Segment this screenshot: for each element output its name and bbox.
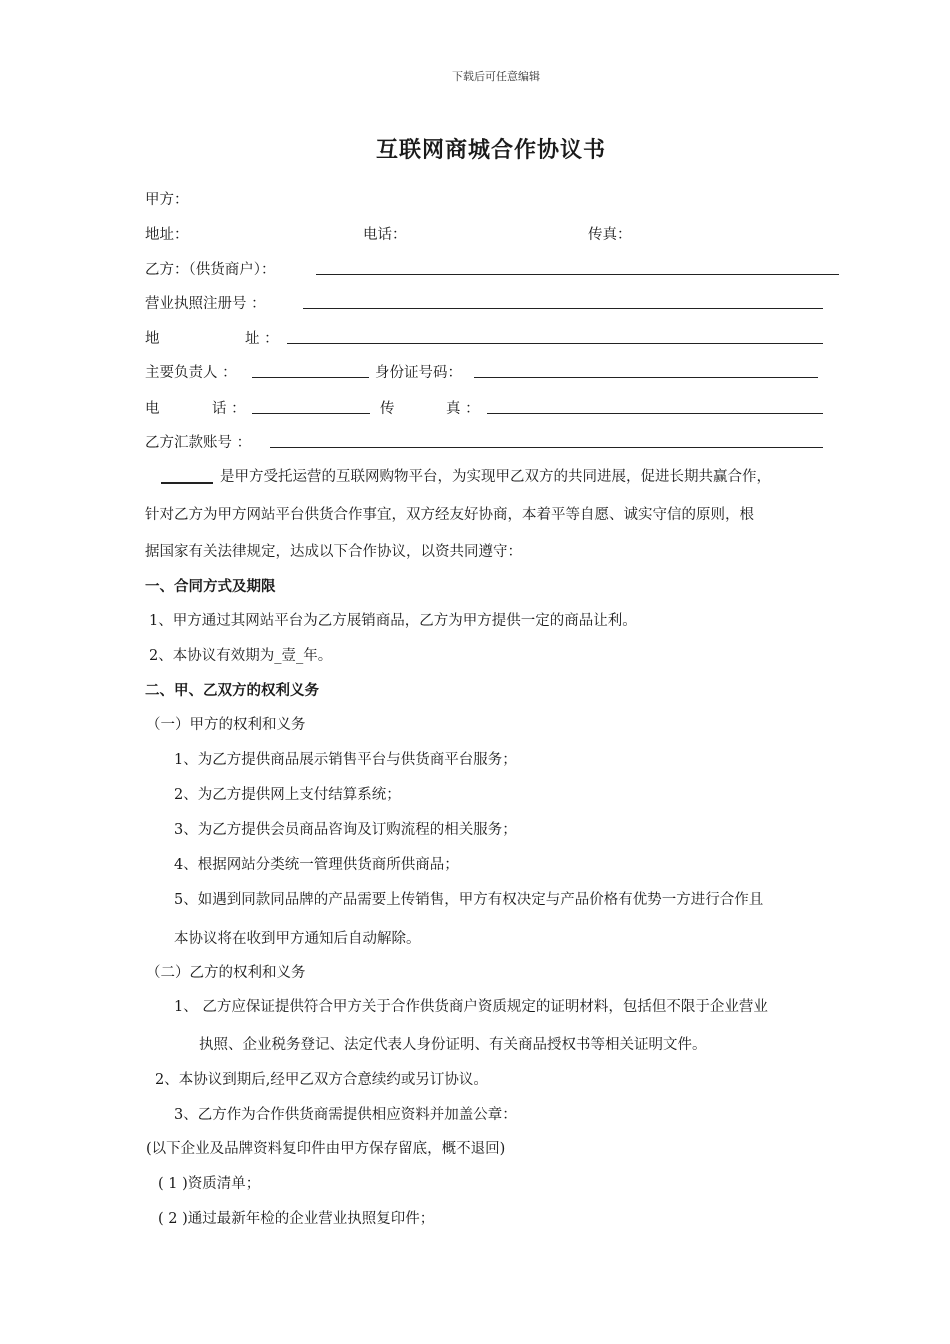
party-b-address-line (287, 343, 823, 344)
section-1-item-2: 2、本协议有效期为_壹_年。 (149, 648, 333, 664)
party-b-fax-line (487, 413, 823, 414)
section-2-heading: 二、甲、乙双方的权利义务 (145, 683, 319, 699)
party-b-phone-line (252, 413, 370, 414)
materials-list-item-2: ( 2 )通过最新年检的企业营业执照复印件； (158, 1211, 435, 1227)
intro-line-3: 据国家有关法律规定，达成以下合作协议，以资共同遵守： (145, 544, 522, 560)
party-b-name-line (316, 274, 839, 275)
sub-1-item-2: 2、为乙方提供网上支付结算系统； (174, 787, 401, 803)
sub-1-item-3: 3、为乙方提供会员商品咨询及订购流程的相关服务； (174, 822, 517, 838)
sub-1-item-5-line-2: 本协议将在收到甲方通知后自动解除。 (174, 931, 421, 947)
platform-name-blank (161, 482, 213, 484)
section-1-item-1: 1、甲方通过其网站平台为乙方展销商品，乙方为甲方提供一定的商品让利。 (149, 613, 637, 629)
page-header-note: 下载后可任意编辑 (452, 70, 540, 83)
intro-line-1: 是甲方受托运营的互联网购物平台，为实现甲乙双方的共同进展，促进长期共赢合作， (220, 469, 771, 485)
sub-1-item-4: 4、根据网站分类统一管理供货商所供商品； (174, 857, 459, 873)
party-b-label: 乙方：（供货商户）： (145, 262, 276, 278)
intro-line-2: 针对乙方为甲方网站平台供货合作事宜，双方经友好协商，本着平等自愿、诚实守信的原则，根 (145, 507, 754, 523)
sub-1-item-5-line-1: 5、如遇到同款同品牌的产品需要上传销售，甲方有权决定与产品价格有优势一方进行合作且 (174, 892, 764, 908)
party-a-address-label: 地址： (145, 227, 189, 243)
party-b-fax-label-part2: 真 ： (446, 401, 480, 417)
sub-2-item-1-line-1: 1、 乙方应保证提供符合甲方关于合作供货商户资质规定的证明材料，包括但不限于企业营业 (174, 999, 768, 1015)
bank-account-line (270, 447, 823, 448)
party-b-address-label-part1: 地 (145, 331, 160, 347)
party-b-address-label-part2: 址 ： (245, 331, 279, 347)
license-number-label: 营业执照注册号 ： (145, 296, 266, 312)
section-1-heading: 一、合同方式及期限 (145, 579, 276, 595)
principal-line (252, 377, 369, 378)
party-b-phone-label-part1: 电 (145, 401, 160, 417)
sub-1-heading: （一）甲方的权利和义务 (146, 717, 306, 733)
sub-1-item-1: 1、为乙方提供商品展示销售平台与供货商平台服务； (174, 752, 517, 768)
party-b-phone-label-part2: 话 ： (212, 401, 246, 417)
bank-account-label: 乙方汇款账号 ： (145, 435, 252, 451)
sub-2-heading: （二）乙方的权利和义务 (146, 965, 306, 981)
materials-list-item-1: ( 1 )资质清单； (158, 1176, 261, 1192)
id-number-label: 身份证号码： (375, 365, 462, 381)
sub-2-item-2: 2、本协议到期后,经甲乙双方合意续约或另订协议。 (155, 1072, 488, 1088)
materials-note: (以下企业及品牌资料复印件由甲方保存留底，概不退回) (146, 1141, 506, 1157)
party-a-phone-label: 电话： (363, 227, 407, 243)
sub-2-item-1-line-2: 执照、企业税务登记、法定代表人身份证明、有关商品授权书等相关证明文件。 (199, 1037, 707, 1053)
id-number-line (474, 377, 818, 378)
document-title: 互联网商城合作协议书 (376, 138, 607, 163)
license-number-line (303, 308, 823, 309)
sub-2-item-3: 3、乙方作为合作供货商需提供相应资料并加盖公章： (174, 1107, 517, 1123)
party-a-fax-label: 传真： (588, 227, 632, 243)
party-b-fax-label-part1: 传 (380, 401, 395, 417)
party-a-label: 甲方： (145, 192, 189, 208)
principal-label: 主要负责人 ： (145, 365, 237, 381)
